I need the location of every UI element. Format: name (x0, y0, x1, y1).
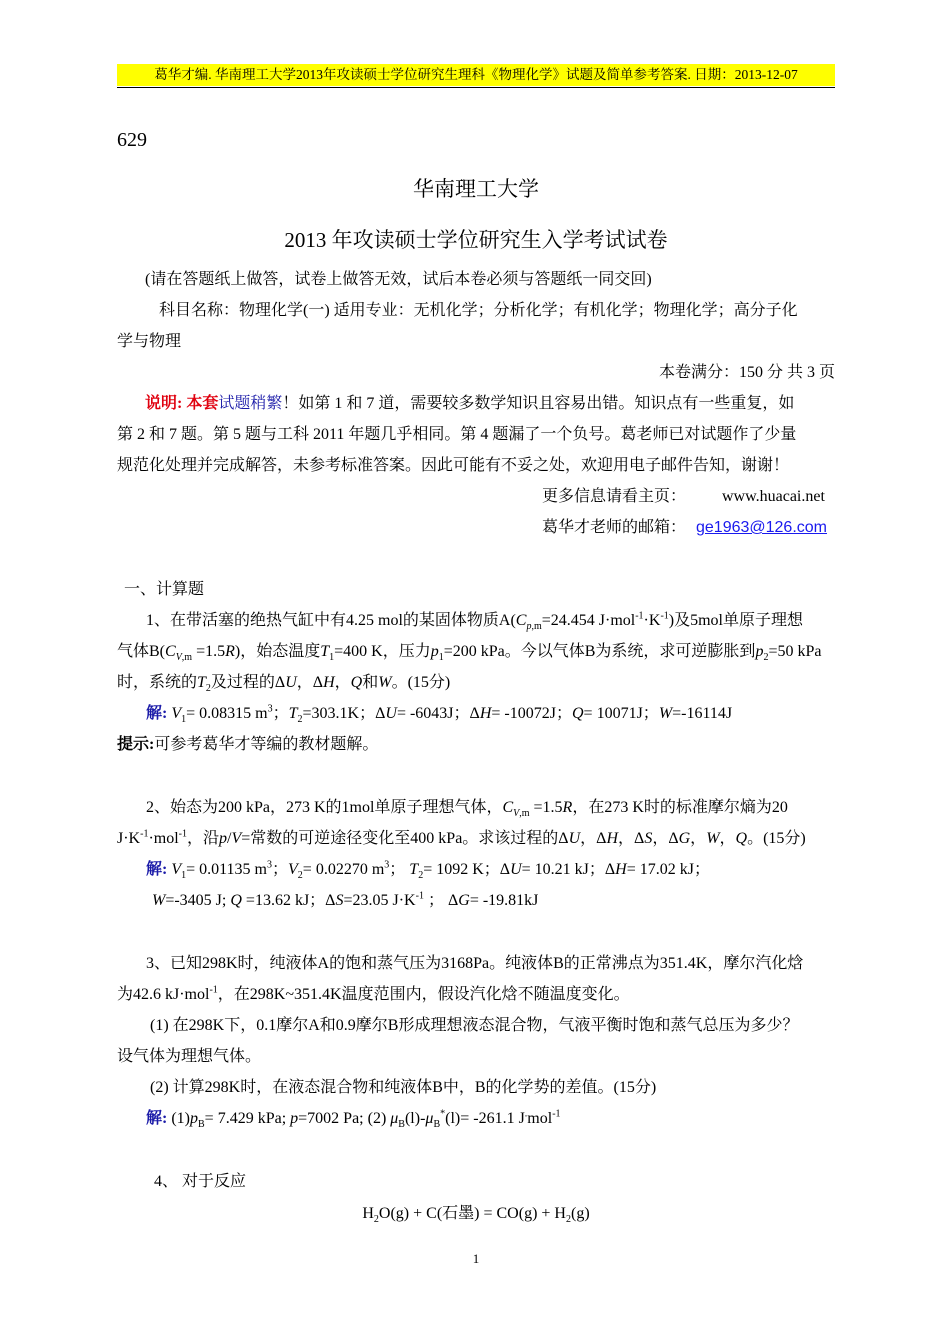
subject-line: 科目名称：物理化学(一) 适用专业：无机化学；分析化学；有机化学；物理化学；高分子化 (159, 302, 798, 319)
university-title: 华南理工大学 (413, 177, 539, 201)
subject-line-2: 学与物理 (117, 333, 182, 350)
answer-label: 解: (146, 861, 168, 878)
homepage-url[interactable]: www.huacai.net (722, 488, 825, 505)
q2-text: ，在273 K时的标准摩尔熵为20 (572, 799, 788, 816)
q1-text: 及过程的Δ (210, 674, 286, 691)
note-line-1-rest: ！如第 1 和 7 道，需要较多数学知识且容易出错。知识点有一些重复，如 (282, 395, 795, 412)
q1-text: 时，系统的 (117, 674, 198, 691)
note-line-3: 规范化处理并完成解答，未参考标准答案。因此可能有不妥之处，欢迎用电子邮件告知，谢谢！ (117, 457, 790, 474)
q1-text: =50 kPa (768, 643, 822, 660)
q2-text: =1.5 (529, 799, 563, 816)
score-line: 本卷满分：150 分 共 3 页 (658, 364, 835, 381)
note-line-2: 第 2 和 7 题。第 5 题与工科 2011 年题几乎相同。第 4 题漏了一个负号。葛老师已对试题作了少量 (117, 426, 797, 443)
q1-line-3: 时，系统的$T_2$及过程的ΔU，ΔH，Q和W。(15分) (117, 674, 451, 695)
q1-text: ，Δ (296, 674, 324, 691)
q2-answer-2: W=-3405 J; Q =13.62 kJ；ΔS=23.05 $J\cdot K^{-1}$ ； ΔG= -19.81kJ (152, 890, 539, 909)
exam-code: 629 (117, 129, 147, 151)
hint-label: 提示: (117, 736, 155, 753)
header-rule (117, 87, 835, 88)
homepage-label: 更多信息请看主页： (542, 488, 687, 505)
q1-text: 和 (362, 674, 379, 691)
q1-text: =400 K，压力 (334, 643, 431, 660)
hint-text: 可参考葛华才等编的教材题解。 (154, 736, 379, 753)
q4-reaction: $H_2O(g) + C$(石墨) = $CO(g) + H_2(g)$ (362, 1205, 590, 1226)
q3-line-3: (1) 在298K下，0.1摩尔A和0.9摩尔B形成理想液态混合物，气液平衡时饱和蒸气总压为多少？ (150, 1017, 799, 1034)
answer-label: 解: (146, 1110, 168, 1127)
exam-title: 2013 年攻读硕士学位研究生入学考试试卷 (284, 228, 668, 252)
q1-text: ·K (643, 612, 661, 629)
q2-answer-1: 解: $V_1= 0.01135$ $m^3$；$V_2= 0.02270$ $m^3$； $T_2= 1092$ K；ΔU= 10.21 kJ；ΔH= 17.02 kJ； (146, 859, 710, 882)
q1-text: ， (334, 674, 351, 691)
q1-text: =200 kPa。今以气体B为系统，求可逆膨胀到 (443, 643, 756, 660)
answer-label: 解: (146, 705, 168, 722)
header-banner: 葛华才编. 华南理工大学2013年攻读硕士学位研究生理科《物理化学》试题及简单参考答案. 日期：2013-12-07 (117, 64, 835, 86)
section-heading: 一、计算题 (124, 581, 205, 598)
note-line-1 (145, 394, 794, 414)
q2-line-2: $J\cdot K^{-1}\cdot mol^{-1}$，沿p/V=常数的可逆途径变化至400 kPa。求该过程的ΔU，ΔH，ΔS，ΔG，W，Q。(15分) (117, 828, 806, 847)
q3-answer: 解: $(1)p_B= 7.429$ kPa; p=7002 Pa; (2) $\mu_B(l)-\mu_B^*(l)= -261.1$ J.mol$^{-1}$ (146, 1108, 561, 1131)
q1-text: 。(15分) (391, 674, 451, 691)
q3-line-2: 为42.6 kJ·mol$^{-1}$，在298K~351.4K温度范围内，假设汽化焓不随温度变化。 (117, 984, 630, 1003)
q4-line-1: 4、 对于反应 (154, 1173, 247, 1190)
email-link[interactable]: ge1963@126.com (696, 519, 827, 536)
q1-text: =1.5 (192, 643, 226, 660)
q1-text: )及5mol单原子理想 (668, 612, 804, 629)
q3-line-1: 3、已知298K时，纯液体A的饱和蒸气压为3168Pa。纯液体B的正常沸点为351.4K，摩尔汽化焓 (146, 955, 804, 972)
note-blue-text: 试题稍繁 (218, 395, 283, 412)
q3-line-5: (2) 计算298K时，在液态混合物和纯液体B中，B的化学势的差值。(15分) (150, 1079, 657, 1096)
q1-line-1: 1、在带活塞的绝热气缸中有4.25 mol的某固体物质$A(C_{p,m}=24.454$ $J\cdot mol^{-1}\cdot K^{-1}$)及5mol单原子理想 (146, 610, 804, 633)
instruction: (请在答题纸上做答，试卷上做答无效，试后本卷必须与答题纸一同交回) (145, 271, 652, 288)
q2-text: 2、始态为200 kPa，273 K的1mol单原子理想气体， (146, 799, 503, 816)
q1-text: =24.454 J·mol (541, 612, 636, 629)
q2-line-1: 2、始态为200 kPa，273 K的1mol单原子理想气体，$C_{V,m} =1.5R$，在273 K时的标准摩尔熵为20 (146, 799, 788, 820)
note-red-text: 本套 (186, 395, 219, 412)
note-label: 说明: (145, 395, 183, 412)
q1-text: )，始态温度 (234, 643, 321, 660)
q1-line-2: 气体$B(C_{V,m} =1.5R)$，始态温度$T_1=400$ K，压力$p_1=200$ kPa。今以气体B为系统，求可逆膨胀到$p_2=50$ kPa (117, 643, 822, 664)
q1-answer: 解: $V_1= 0.08315$ $m^3$；$T_2=303.1K$；ΔU= -6043J；ΔH= -10072J；Q= 10071J；W=-16114J (146, 703, 733, 726)
email-label: 葛华才老师的邮箱： (542, 519, 687, 536)
q1-hint (117, 735, 378, 755)
page-number: 1 (472, 1251, 480, 1266)
q3-line-4: 设气体为理想气体。 (117, 1048, 262, 1065)
q1-text: 气体B( (117, 643, 166, 660)
q1-text: 1、在带活塞的绝热气缸中有4.25 mol的某固体物质A( (146, 612, 516, 629)
